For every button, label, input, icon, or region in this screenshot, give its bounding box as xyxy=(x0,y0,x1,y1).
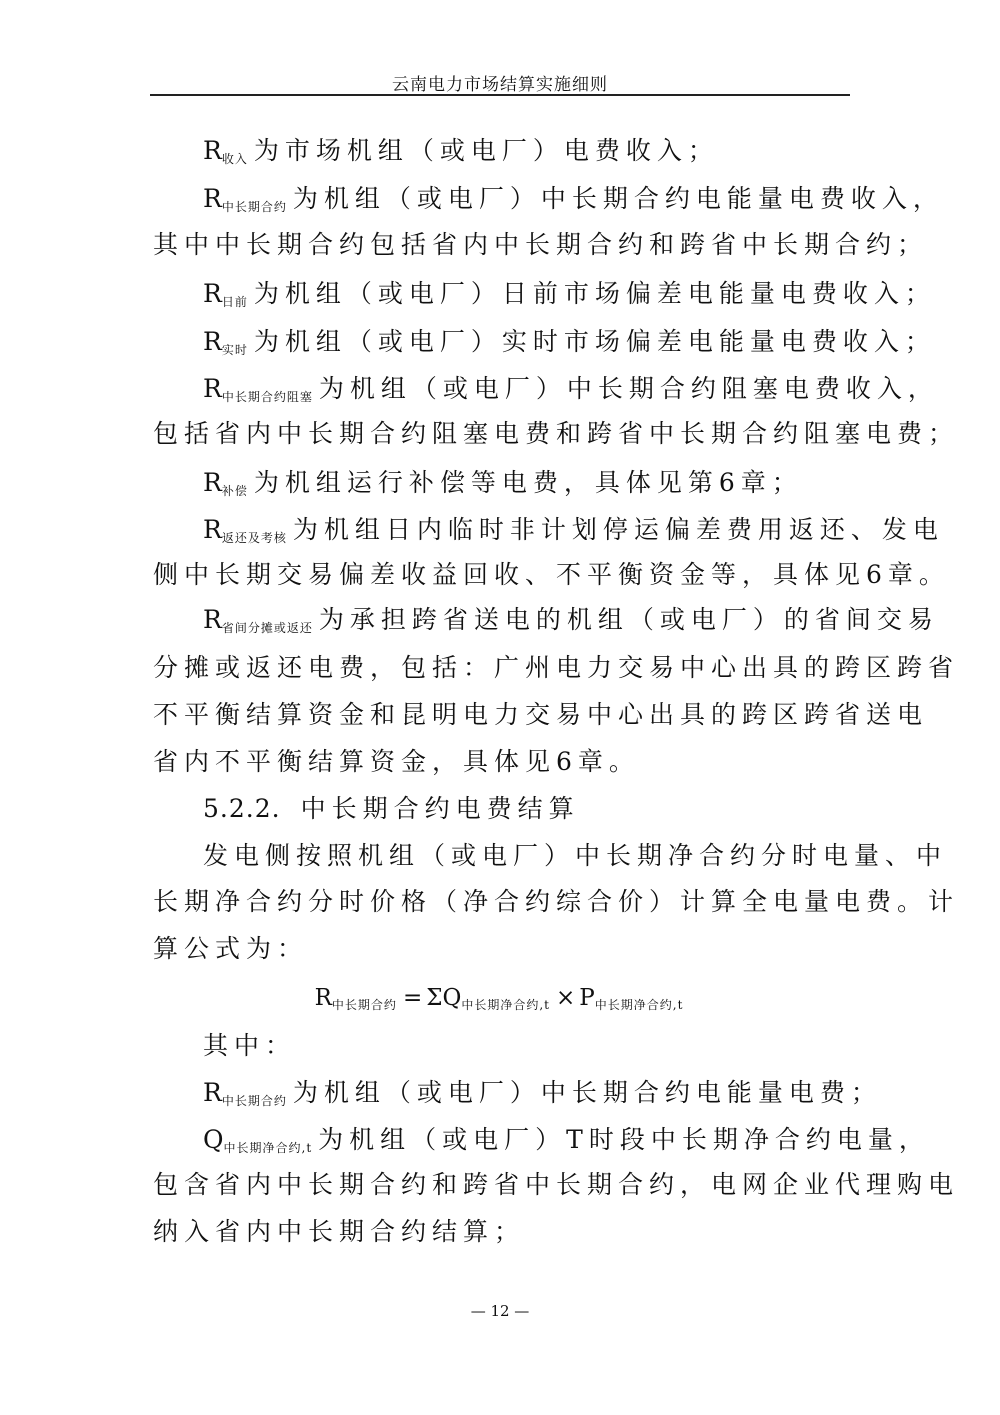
formula-times: × xyxy=(555,985,576,1011)
definition-text: 为机组（或电厂）中长期合约阻塞电费收入， xyxy=(318,374,939,403)
section-heading xyxy=(203,789,903,829)
definition-r-day-ahead xyxy=(203,274,936,314)
definition-r-midlong-contract-fee xyxy=(203,1073,903,1113)
formula-p: P xyxy=(579,985,595,1011)
symbol: Q xyxy=(203,1125,224,1154)
subscript: 日前 xyxy=(221,295,248,309)
formula-sigma: Σ xyxy=(426,985,443,1011)
definition-r-return-assessment xyxy=(203,510,944,550)
paragraph-line: 省内不平衡结算资金，具体见6章。 xyxy=(153,747,640,776)
paragraph-line: 发电侧按照机组（或电厂）中长期净合约分时电量、中 xyxy=(203,841,948,870)
formula-r-subscript: 中长期合约 xyxy=(331,998,397,1012)
symbol: R xyxy=(203,605,222,634)
symbol: R xyxy=(203,184,222,213)
definition-r-congestion xyxy=(203,369,939,409)
symbol: R xyxy=(203,374,222,403)
definition-text: 为机组日内临时非计划停运偏差费用返还、发电 xyxy=(292,515,944,544)
symbol: R xyxy=(203,1078,222,1107)
definition-r-real-time xyxy=(203,322,936,362)
definition-r-compensation xyxy=(203,463,903,503)
subscript: 补偿 xyxy=(221,484,248,498)
subscript: 中长期合约阻塞 xyxy=(221,390,313,404)
paragraph-line: 纳入省内中长期合约结算； xyxy=(153,1217,526,1246)
definition-text: 为机组运行补偿等电费，具体见第6章； xyxy=(253,468,803,497)
definition-text: 为机组（或电厂）中长期合约电能量电费收入， xyxy=(292,184,944,213)
paragraph-line: 算公式为： xyxy=(153,934,309,963)
subscript: 实时 xyxy=(221,343,248,357)
symbol: R xyxy=(203,279,222,308)
definition-text: 为市场机组（或电厂）电费收入； xyxy=(253,136,719,165)
paragraph-line: 分摊或返还电费，包括：广州电力交易中心出具的跨区跨省 xyxy=(153,653,960,682)
definition-r-midlong-contract xyxy=(203,179,944,219)
subscript: 中长期合约 xyxy=(221,1094,287,1108)
paragraph-line: 包括省内中长期合约阻塞电费和跨省中长期合约阻塞电费； xyxy=(153,419,960,448)
definition-text: 为机组（或电厂）日前市场偏差电能量电费收入； xyxy=(253,279,936,308)
paragraph-line: 不平衡结算资金和昆明电力交易中心出具的跨区跨省送电 xyxy=(153,700,929,729)
section-number: 5.2.2. xyxy=(203,794,281,823)
symbol: R xyxy=(203,468,222,497)
section-title: 中长期合约电费结算 xyxy=(300,794,580,823)
definition-text: 为机组（或电厂）实时市场偏差电能量电费收入； xyxy=(253,327,936,356)
subscript: 返还及考核 xyxy=(221,531,287,545)
subscript: 收入 xyxy=(221,152,248,166)
paragraph-line: 包含省内中长期合约和跨省中长期合约，电网企业代理购电 xyxy=(153,1170,960,1199)
formula-q: Q xyxy=(442,985,462,1011)
subscript: 中长期合约 xyxy=(221,200,287,214)
formula-p-subscript: 中长期净合约,t xyxy=(594,998,684,1012)
definition-text: 为机组（或电厂）T时段中长期净合约电量， xyxy=(318,1125,930,1154)
definition-q-net-contract xyxy=(203,1120,930,1160)
formula-equals: = xyxy=(402,985,423,1011)
formula xyxy=(0,978,1000,1018)
definition-text: 为机组（或电厂）中长期合约电能量电费； xyxy=(292,1078,882,1107)
symbol: R xyxy=(203,136,222,165)
formula-r: R xyxy=(314,985,332,1011)
paragraph-line: 其中中长期合约包括省内中长期合约和跨省中长期合约； xyxy=(153,230,929,259)
paragraph-line: 其中： xyxy=(203,1031,297,1060)
paragraph-line: 长期净合约分时价格（净合约综合价）计算全电量电费。计 xyxy=(153,887,960,916)
subscript: 省间分摊或返还 xyxy=(221,621,313,635)
running-header-title: 云南电力市场结算实施细则 xyxy=(392,75,608,95)
definition-r-interprovincial xyxy=(203,600,939,640)
definition-r-income xyxy=(203,131,903,171)
subscript: 中长期净合约,t xyxy=(223,1141,313,1155)
symbol: R xyxy=(203,515,222,544)
paragraph-line: 侧中长期交易偏差收益回收、不平衡资金等，具体见6章。 xyxy=(153,560,950,589)
symbol: R xyxy=(203,327,222,356)
header-rule xyxy=(150,94,850,96)
page-number: — 12 — xyxy=(470,1302,530,1320)
formula-q-subscript: 中长期净合约,t xyxy=(461,998,550,1012)
definition-text: 为承担跨省送电的机组（或电厂）的省间交易 xyxy=(318,605,939,634)
